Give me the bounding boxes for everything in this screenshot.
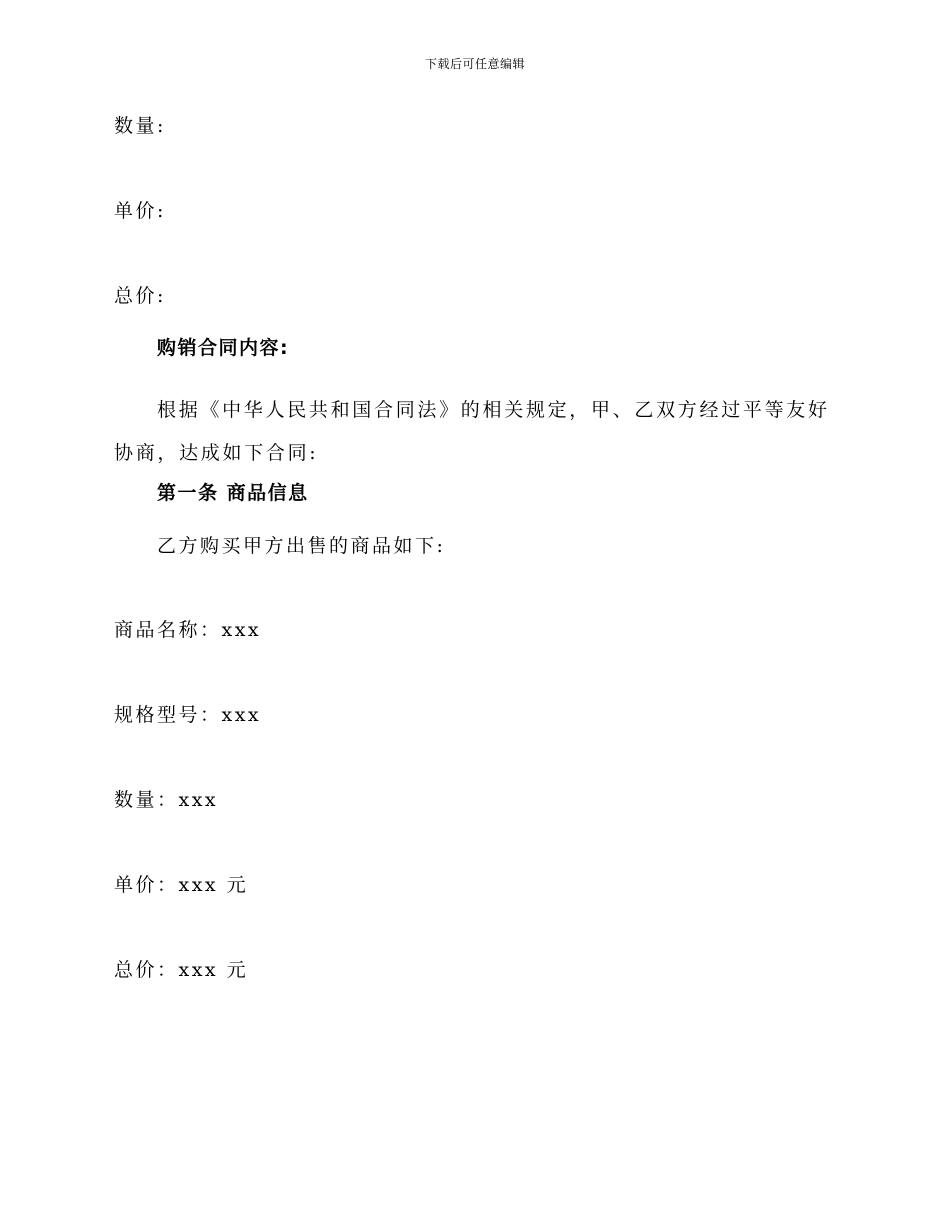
- product-total-price-field: 总价：xxx 元: [114, 959, 249, 981]
- field-total-price-label: 总价:: [114, 285, 166, 307]
- product-quantity-field: 数量：xxx: [114, 789, 219, 811]
- contract-heading: 购销合同内容:: [157, 337, 290, 359]
- field-quantity-label: 数量:: [114, 115, 166, 137]
- product-spec-field: 规格型号：xxx: [114, 704, 262, 726]
- field-unit-price-label: 单价:: [114, 200, 166, 222]
- product-unit-price-field: 单价：xxx 元: [114, 874, 249, 896]
- page-header-note: 下载后可任意编辑: [424, 57, 525, 71]
- article-1-lead: 乙方购买甲方出售的商品如下:: [157, 535, 446, 557]
- article-1-title: 第一条 商品信息: [157, 482, 309, 504]
- product-name-field: 商品名称：xxx: [114, 619, 262, 641]
- contract-intro-paragraph: 根据《中华人民共和国合同法》的相关规定，甲、乙双方经过平等友好协商，达成如下合同:: [114, 399, 830, 464]
